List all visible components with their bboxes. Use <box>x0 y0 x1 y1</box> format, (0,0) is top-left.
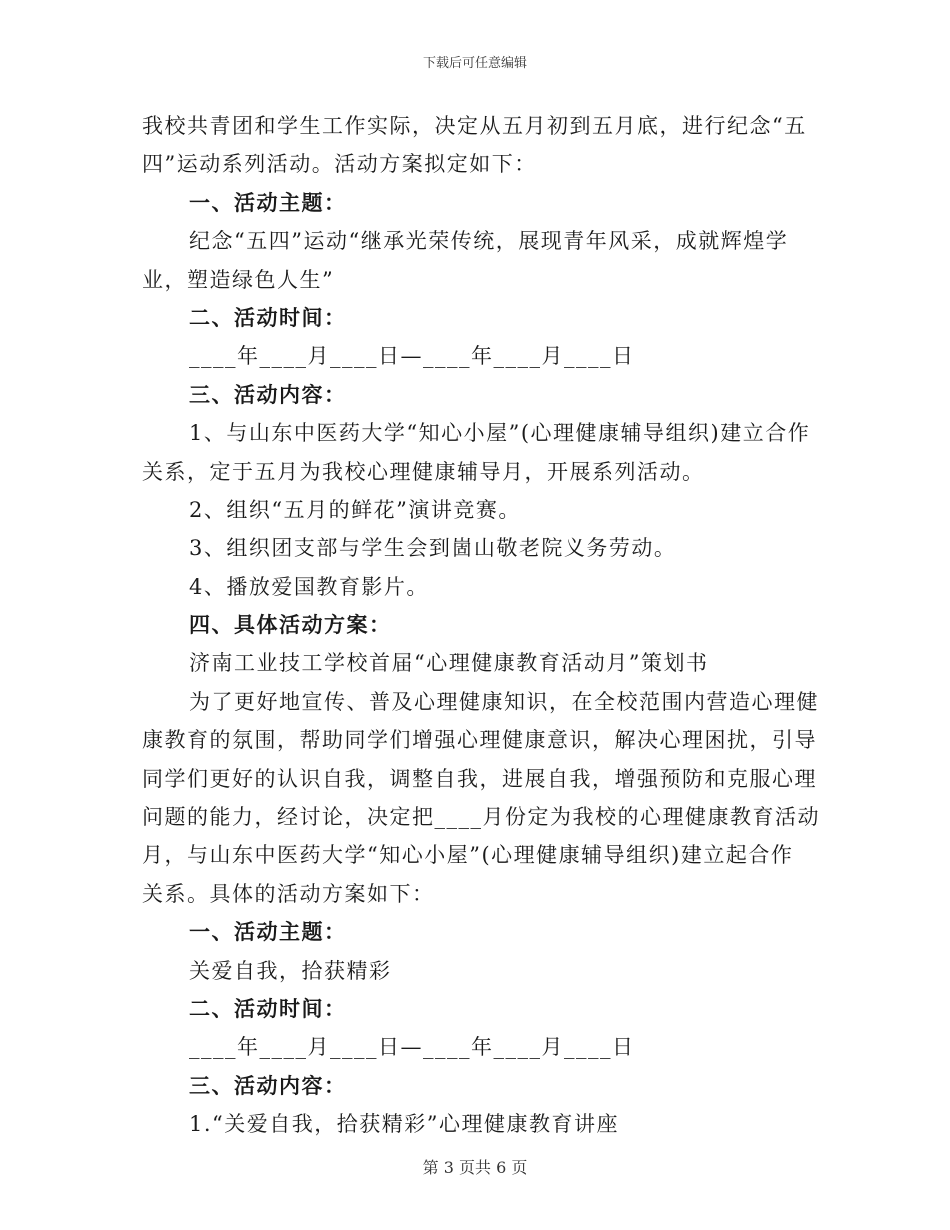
text-line: 我校共青团和学生工作实际，决定从五月初到五月底，进行纪念“五 <box>142 114 807 138</box>
section-heading: 三、活动内容： <box>189 381 347 407</box>
text-line: 关系。具体的活动方案如下： <box>142 881 435 906</box>
text-line: 4、播放爱国教育影片。 <box>189 574 429 599</box>
text-line: 康教育的氛围，帮助同学们增强心理健康意识，解决心理困扰，引导 <box>142 728 817 753</box>
section-heading: 三、活动内容： <box>189 1072 347 1098</box>
text-line: 月，与山东中医药大学“知心小屋”(心理健康辅导组织)建立起合作 <box>142 843 794 868</box>
text-line: 为了更好地宣传、普及心理健康知识，在全校范围内营造心理健 <box>189 689 819 714</box>
text-line: 2、组织“五月的鲜花”演讲竞赛。 <box>189 497 521 522</box>
text-line: 四”运动系列活动。活动方案拟定如下： <box>142 152 537 177</box>
section-heading: 二、活动时间： <box>189 995 347 1021</box>
text-line: 关系，定于五月为我校心理健康辅导月，开展系列活动。 <box>142 459 705 484</box>
text-line: 问题的能力，经讨论，决定把____月份定为我校的心理健康教育活动 <box>142 805 820 830</box>
page-footer: 第 3 页共 6 页 <box>422 1158 528 1177</box>
text-line: ____年____月____日—____年____月____日 <box>189 1035 635 1060</box>
text-line: 3、组织团支部与学生会到崮山敬老院义务劳动。 <box>189 536 677 561</box>
text-line: 济南工业技工学校首届“心理健康教育活动月”策划书 <box>189 651 709 676</box>
text-line: 同学们更好的认识自我，调整自我，进展自我，增强预防和克服心理 <box>142 766 817 791</box>
document-body <box>142 107 820 1144</box>
section-heading: 一、活动主题： <box>189 919 347 945</box>
text-line: 纪念“五四”运动“继承光荣传统，展现青年风采，成就辉煌学 <box>189 229 789 254</box>
section-heading: 一、活动主题： <box>189 189 347 215</box>
section-heading: 四、具体活动方案： <box>189 612 392 638</box>
text-line: 1.“关爱自我，拾获精彩”心理健康教育讲座 <box>189 1112 620 1137</box>
text-line: 关爱自我，拾获精彩 <box>189 958 392 983</box>
section-heading: 二、活动时间： <box>189 304 347 330</box>
text-line: 1、与山东中医药大学“知心小屋”(心理健康辅导组织)建立合作 <box>189 421 811 446</box>
text-line: 业，塑造绿色人生” <box>142 267 335 292</box>
text-line: ____年____月____日—____年____月____日 <box>189 344 635 369</box>
page-header: 下载后可任意编辑 <box>422 56 527 71</box>
